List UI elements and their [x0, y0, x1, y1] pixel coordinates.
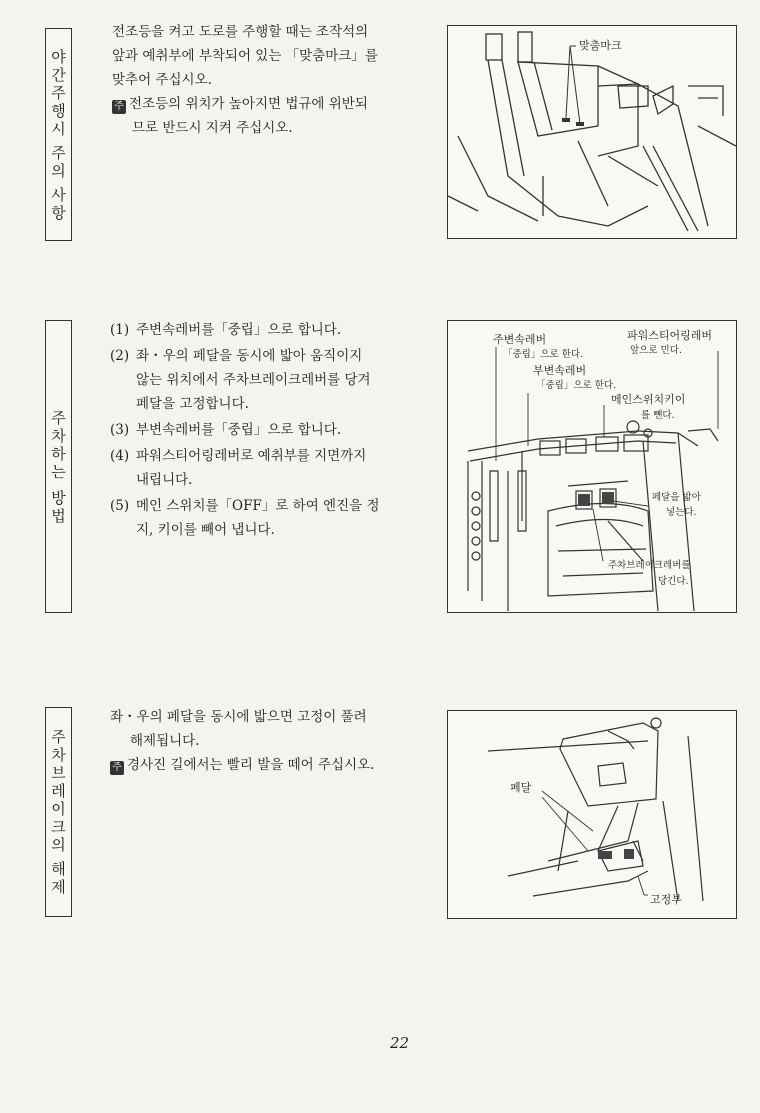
figure-label-main-lever: 주변속레버	[493, 333, 547, 346]
tab-char: 주	[51, 728, 66, 746]
tab-char: 주	[51, 143, 66, 162]
list-item	[110, 344, 415, 416]
tab-char: 사	[51, 185, 66, 204]
note-line	[110, 753, 415, 777]
tab-char: 시	[51, 119, 66, 138]
figure-label-brake-2: 당긴다.	[658, 576, 689, 587]
step-line: 않는 위치에서 주차브레이크레버를 당겨	[136, 372, 371, 388]
cockpit-illustration	[448, 321, 736, 612]
note-text: 전조등의 위치가 높아지면 법규에 위반되	[129, 96, 368, 112]
tab-char: 차	[51, 746, 66, 764]
step-line: 지, 키이를 빼어 냅니다.	[136, 522, 275, 538]
tab-char: 해	[51, 860, 66, 878]
figure-label-sub-lever-sub: 「중립」으로 한다.	[536, 380, 617, 391]
note-mark-icon: 주	[112, 100, 126, 114]
step-line: 좌・우의 페달을 동시에 밟아 움직이지	[136, 348, 363, 364]
night-driving-text	[112, 20, 422, 140]
step-line: 페달을 고정합니다.	[136, 396, 249, 412]
page-number: 22	[390, 1034, 410, 1052]
brake-release-text	[110, 705, 415, 777]
list-item	[110, 318, 415, 342]
figure-label-ps-lever-sub: 앞으로 민다.	[630, 345, 682, 356]
alignment-mark-illustration	[448, 26, 736, 238]
list-item	[110, 418, 415, 442]
section-tab-parking-method	[45, 320, 72, 613]
figure-label-pedal-2: 넣는다.	[666, 507, 697, 518]
step-number: (5)	[110, 498, 130, 514]
tab-char: 항	[51, 203, 66, 222]
figure-label-pedal: 페달	[510, 781, 532, 794]
step-line: 메인 스위치를「OFF」로 하여 엔진을 정	[136, 498, 380, 514]
tab-char: 는	[51, 462, 66, 481]
parking-steps	[110, 318, 415, 544]
tab-char: 이	[51, 800, 66, 818]
tab-char: 법	[51, 506, 66, 525]
step-text	[136, 494, 415, 542]
note-line: 므로 반드시 지켜 주십시오.	[132, 120, 293, 136]
section-tab-brake-release	[45, 707, 72, 917]
note-line	[112, 92, 422, 116]
figure-alignment-mark	[447, 25, 737, 239]
step-number: (1)	[110, 322, 130, 338]
figure-label-ps-lever: 파워스티어링레버	[627, 329, 713, 342]
step-text: 주변속레버를「중립」으로 합니다.	[136, 322, 342, 338]
tab-char: 간	[51, 65, 66, 84]
figure-label-main-lever-sub: 「중립」으로 한다.	[503, 349, 584, 360]
tab-char: 크	[51, 818, 66, 836]
tab-char: 의	[51, 836, 66, 854]
figure-label-brake-1: 주차브레이크레버를	[608, 560, 691, 571]
list-item	[110, 444, 415, 492]
step-number: (4)	[110, 448, 130, 464]
figure-label-mark: 맞춤마크	[579, 39, 622, 52]
tab-char: 의	[51, 161, 66, 180]
note-text: 경사진 길에서는 빨리 발을 떼어 주십시오.	[127, 757, 375, 773]
figure-label-key-sub: 를 뺀다.	[641, 410, 675, 421]
tab-char: 주	[51, 408, 66, 427]
tab-char: 방	[51, 488, 66, 507]
list-item	[110, 494, 415, 542]
body-line: 좌・우의 페달을 동시에 밟으면 고정이 풀려	[110, 709, 367, 725]
figure-label-lock: 고정부	[650, 893, 682, 906]
note-mark-icon: 주	[110, 761, 124, 775]
body-line: 전조등을 켜고 도로를 주행할 때는 조작석의	[112, 24, 369, 40]
section-tab-night-driving	[45, 28, 72, 241]
figure-brake-release	[447, 710, 737, 919]
step-line: 내립니다.	[136, 472, 193, 488]
tab-char: 주	[51, 83, 66, 102]
step-number: (3)	[110, 422, 130, 438]
step-text	[136, 344, 415, 416]
tab-char: 하	[51, 444, 66, 463]
figure-label-pedal-1: 페달을 밟아	[652, 492, 701, 503]
figure-label-sub-lever: 부변속레버	[533, 364, 587, 377]
tab-char: 브	[51, 764, 66, 782]
figure-label-key: 메인스위치키이	[611, 393, 686, 406]
tab-char: 야	[51, 47, 66, 66]
step-text: 부변속레버를「중립」으로 합니다.	[136, 422, 342, 438]
tab-char: 레	[51, 782, 66, 800]
step-line: 파워스티어링레버로 예취부를 지면까지	[136, 448, 367, 464]
body-line: 해제됩니다.	[130, 733, 200, 749]
step-text	[136, 444, 415, 492]
tab-char: 행	[51, 101, 66, 120]
figure-parking-controls	[447, 320, 737, 613]
pedal-illustration	[448, 711, 736, 918]
step-number: (2)	[110, 348, 130, 364]
body-line: 맞추어 주십시오.	[112, 72, 212, 88]
body-line: 앞과 예취부에 부착되어 있는 「맞춤마크」를	[112, 48, 378, 64]
tab-char: 차	[51, 426, 66, 445]
tab-char: 제	[51, 878, 66, 896]
